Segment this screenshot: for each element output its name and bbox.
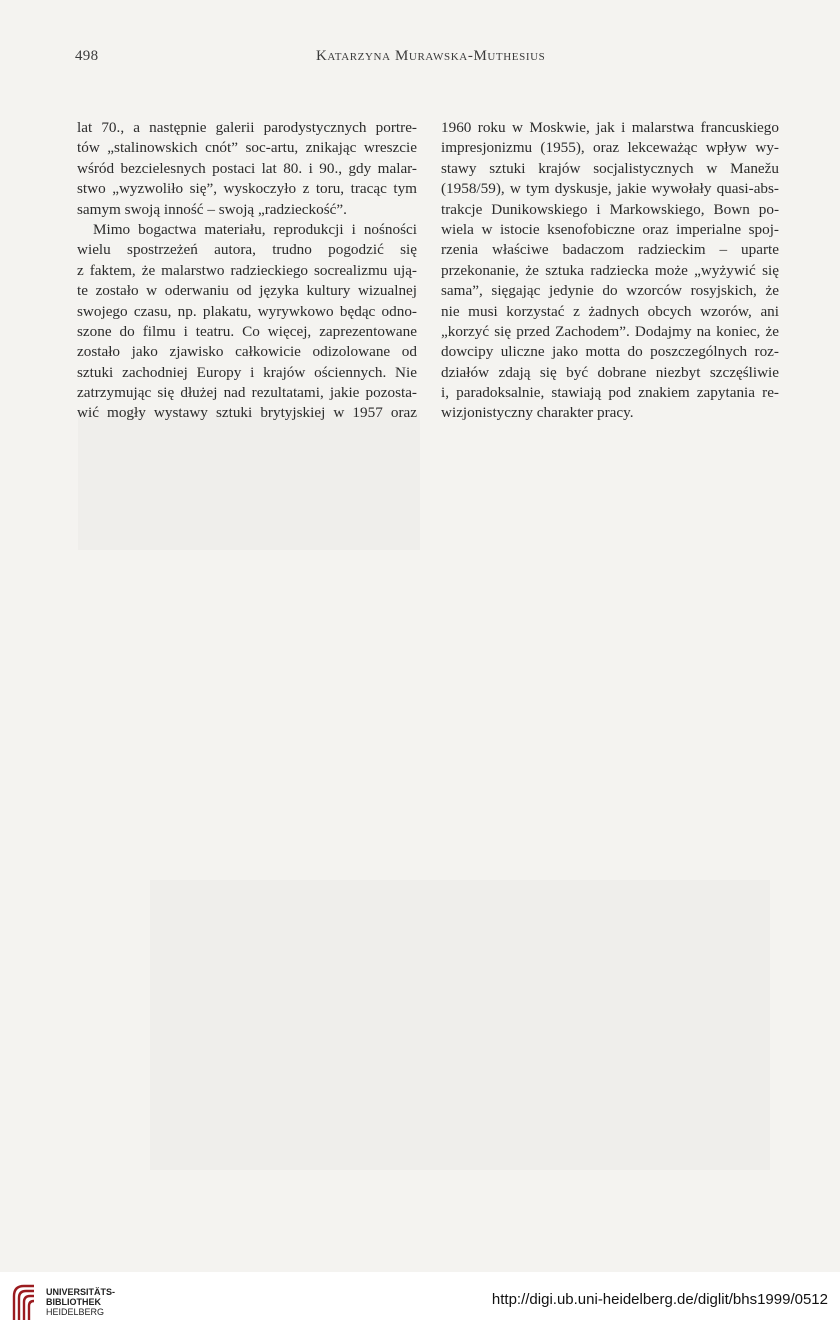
text-line: te zostało w oderwaniu od języka kultury wizualnej bbox=[77, 282, 417, 300]
bleed-through-image bbox=[78, 410, 420, 550]
text-line: wśród bezcielesnych postaci lat 80. i 90., gdy malar- bbox=[77, 159, 417, 177]
text-line: nie musi korzystać z żadnych obcych wzorów, ani bbox=[441, 302, 779, 320]
text-line: „korzyć się przed Zachodem”. Dodajmy na koniec, że bbox=[441, 322, 779, 340]
text-line: wizjonistyczny charakter pracy. bbox=[441, 404, 634, 422]
text-line: przekonanie, że sztuka radziecka może „wyżywić się bbox=[441, 261, 779, 279]
text-line: swojego czasu, np. plakatu, wyrywkowo będąc odno- bbox=[77, 302, 417, 320]
running-header-author: Katarzyna Murawska-Muthesius bbox=[316, 48, 546, 64]
text-line: szone do filmu i teatru. Co więcej, zaprezentowane bbox=[77, 322, 417, 340]
text-line: rzenia właściwe badaczom radzieckim – uparte bbox=[441, 241, 779, 259]
text-line: wielu spostrzeżeń autora, trudno pogodzić się bbox=[77, 241, 417, 259]
text-line: (1958/59), w tym dyskusje, jakie wywołały quasi-abs- bbox=[441, 180, 779, 198]
right-text-column bbox=[441, 118, 779, 424]
text-line: zostało jako zjawisko całkowicie odizolowane od bbox=[77, 343, 417, 361]
library-name bbox=[46, 1287, 115, 1317]
bleed-through-image bbox=[150, 880, 770, 1170]
text-line: tów „stalinowskich cnót” soc-artu, znikając wreszcie bbox=[77, 139, 417, 157]
library-name-line: UNIVERSITÄTS- bbox=[46, 1287, 116, 1297]
text-line: dowcipy uliczne jako motta do poszczególnych roz- bbox=[441, 343, 779, 361]
source-url-link[interactable]: http://digi.ub.uni-heidelberg.de/diglit/bhs1999/0512 bbox=[491, 1291, 828, 1308]
text-line: trakcje Dunikowskiego i Markowskiego, Bown po- bbox=[441, 200, 779, 218]
text-line: samym swoją inność – swoją „radzieckość”. bbox=[77, 200, 347, 218]
text-line: stwo „wyzwoliło się”, wyskoczyło z toru, tracąc tym bbox=[77, 180, 417, 198]
text-line: stawy sztuki krajów socjalistycznych w Manežu bbox=[441, 159, 779, 177]
library-name-line: BIBLIOTHEK bbox=[46, 1297, 101, 1307]
text-line: zatrzymując się dłużej nad rezultatami, jakie pozosta- bbox=[77, 384, 417, 402]
text-line: z faktem, że malarstwo radzieckiego socrealizmu ują- bbox=[77, 261, 417, 279]
library-name-line: HEIDELBERG bbox=[46, 1307, 105, 1317]
text-line: wiela w istocie ksenofobiczne oraz imperialne spoj- bbox=[441, 220, 779, 238]
text-line: sama”, sięgając jedynie do wzorców rosyjskich, że bbox=[441, 282, 779, 300]
page-number: 498 bbox=[75, 48, 99, 64]
university-library-logo-icon[interactable] bbox=[10, 1282, 38, 1322]
text-line: wić mogły wystawy sztuki brytyjskiej w 1957 oraz bbox=[77, 404, 417, 422]
text-line: i, paradoksalnie, stawiają pod znakiem zapytania re- bbox=[441, 384, 779, 402]
text-line: impresjonizmu (1955), oraz lekceważąc wpływ wy- bbox=[441, 139, 779, 157]
left-text-column bbox=[77, 118, 417, 424]
text-line: 1960 roku w Moskwie, jak i malarstwa francuskiego bbox=[441, 119, 779, 136]
text-line: lat 70., a następnie galerii parodystycznych portre- bbox=[77, 119, 417, 136]
library-footer bbox=[0, 1272, 840, 1332]
text-line: działów zdają się być dobrane niezbyt szczęśliwie bbox=[441, 363, 779, 381]
text-line: sztuki zachodniej Europy i krajów ościennych. Nie bbox=[77, 363, 417, 381]
text-line: Mimo bogactwa materiału, reprodukcji i nośności bbox=[93, 220, 417, 238]
